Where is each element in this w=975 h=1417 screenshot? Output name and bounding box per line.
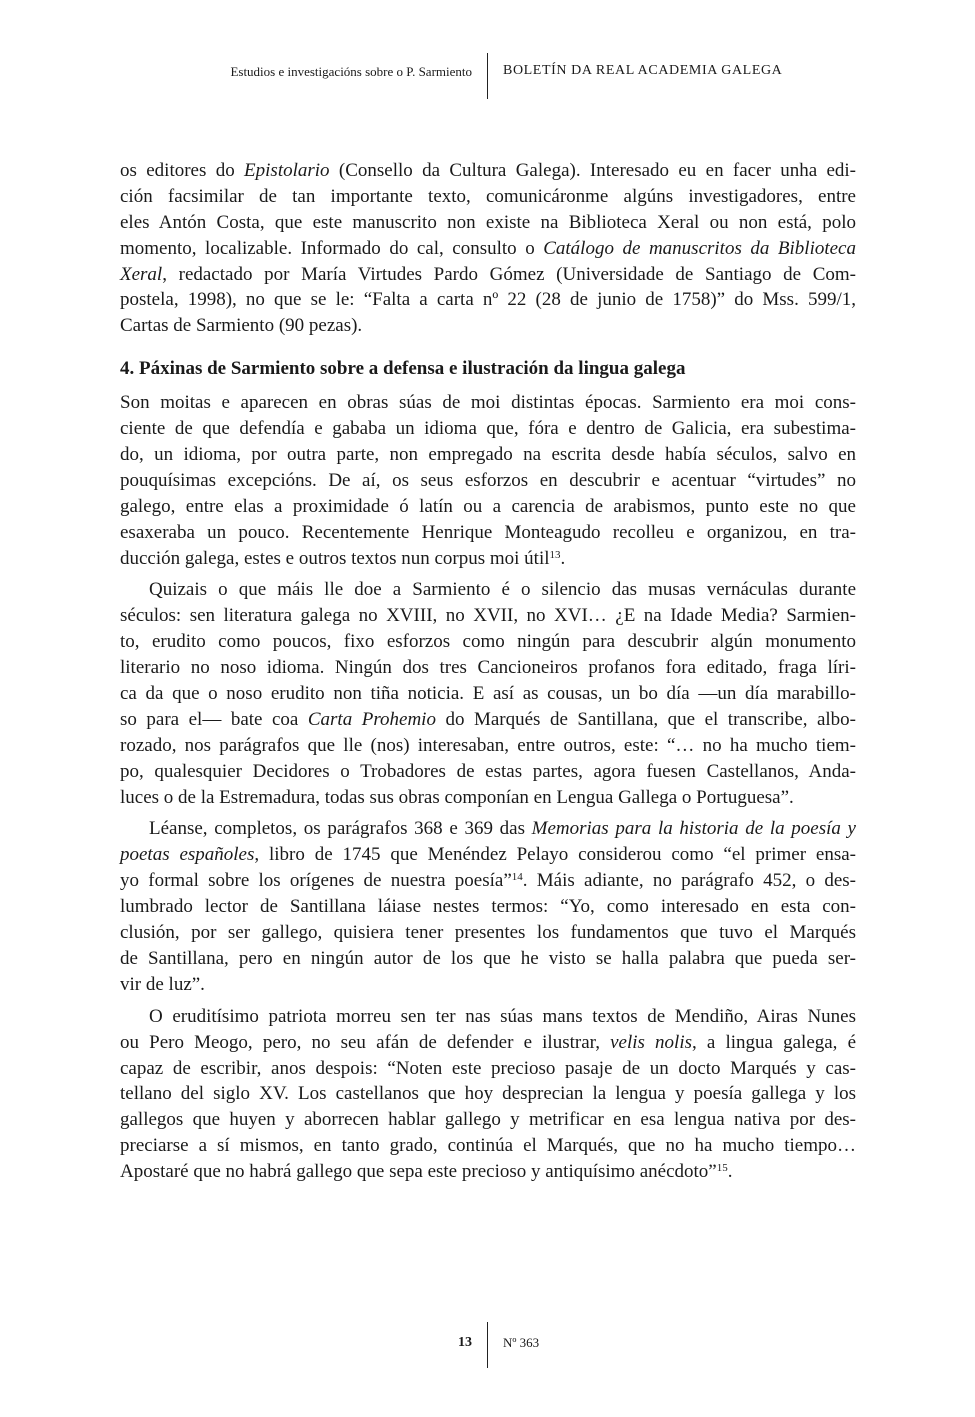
text-line: [120, 1159, 856, 1185]
text-segment: , redactado por María Virtudes Pardo Gómez (Universidade de Santiago de Com-: [162, 263, 856, 285]
italic-title: Epistolario: [244, 160, 330, 181]
header-divider: [487, 53, 488, 99]
text-line: [120, 785, 856, 811]
text-segment: postela, 1998), no que se le: “Falta a carta nº 22 (28 de junio de 1758)” do Mss. 599/1,: [120, 289, 856, 311]
footer-divider: [487, 1322, 488, 1368]
text-line: [120, 946, 856, 972]
text-segment: pouquísimas excepcións. De aí, os seus esforzos en descubrir e acentuar “virtudes” no: [120, 469, 856, 491]
text-line: [120, 603, 856, 629]
text-segment: rozado, nos parágrafos que lle (nos) interesaban, entre outros, este: “… no ha mucho tiem-: [120, 734, 856, 756]
text-line: [120, 158, 856, 184]
text-line: [120, 494, 856, 520]
text-segment: esaxeraba un pouco. Recentemente Henrique Monteagudo recolleu e organizou, en tra-: [120, 521, 856, 543]
text-segment: literario no noso idioma. Ningún dos tres Cancioneiros profanos fora editado, fraga líri-: [120, 657, 856, 679]
section-heading: 4. Páxinas de Sarmiento sobre a defensa e ilustración da lingua galega: [120, 358, 686, 380]
text-segment: vir de luz”.: [120, 973, 205, 995]
article-body: [120, 158, 856, 1185]
text-line: [120, 868, 856, 894]
text-segment: tellano del siglo XV. Los castellanos que hoy desprecian la lengua y poesía gallega y los: [120, 1083, 856, 1105]
text-line: [120, 1030, 856, 1056]
text-segment: eles Antón Costa, que este manuscrito non existe na Biblioteca Xeral ou non está, polo: [120, 211, 856, 233]
text-segment: .: [727, 1161, 733, 1183]
text-line: [120, 1081, 856, 1107]
running-header-journal: BOLETÍN DA REAL ACADEMIA GALEGA: [503, 63, 783, 78]
paragraph: [120, 390, 856, 571]
text-line: [120, 577, 856, 603]
italic-title: Carta Prohemio: [307, 708, 436, 730]
text-line: [120, 236, 856, 262]
italic-title: velis nolis: [610, 1031, 693, 1053]
paragraph: [120, 577, 856, 810]
paragraph: [120, 816, 856, 997]
text-line: [120, 707, 856, 733]
text-segment: Cartas de Sarmiento (90 pezas).: [120, 315, 363, 337]
text-line: [120, 655, 856, 681]
text-segment: ciente de que defendía e gababa un idioma que, fóra e dentro de Galicia, era subestima-: [120, 418, 856, 440]
text-line: [120, 920, 856, 946]
text-segment: , a lingua galega, é: [692, 1031, 857, 1053]
italic-title: Memorias para la historia de la poesía y: [531, 818, 856, 840]
text-segment: gallegos que huyen y aborrecen hablar gallego y metrificar en esa lengua nativa por des-: [120, 1109, 856, 1131]
footnote-reference[interactable]: 13: [549, 548, 561, 561]
text-segment: . Máis adiante, no parágrafo 452, o des-: [522, 870, 856, 892]
text-line: [120, 184, 856, 210]
text-line: [120, 442, 856, 468]
text-line: [120, 1107, 856, 1133]
text-segment: .: [560, 547, 566, 569]
text-segment: ducción galega, estes e outros textos nun corpus moi útil: [120, 547, 550, 569]
text-segment: ou Pero Meogo, pero, no seu afán de defender e ilustrar,: [120, 1031, 611, 1053]
text-segment: luces o de la Estremadura, todas sus obras componían en Lengua Gallega o Portuguesa”.: [120, 786, 794, 808]
text-segment: do, un idioma, por outra parte, non empregado na escrita desde había séculos, salvo en: [120, 444, 856, 466]
page-number: 13: [458, 1335, 472, 1350]
text-segment: de Santillana, pero en ningún autor de los que he visto se halla palabra que pueda ser-: [120, 947, 856, 969]
text-segment: ción facsimilar de tan importante texto, comunicáronme algúns investigadores, entre: [120, 185, 856, 207]
text-segment: clusión, por ser gallego, quisiera tener presentes los fundamentos que tuvo el Marqués: [120, 922, 856, 944]
text-line: [120, 546, 856, 572]
text-segment: , libro de 1745 que Menéndez Pelayo considerou como “el primer ensa-: [254, 844, 856, 866]
text-segment: momento, localizable. Informado do cal, consulto o: [120, 237, 544, 259]
italic-title: Catálogo de manuscritos da Biblioteca: [543, 237, 856, 259]
text-line: [120, 390, 856, 416]
text-line: [120, 210, 856, 236]
text-line: [120, 1056, 856, 1082]
text-line: [120, 972, 856, 998]
text-segment: Son moitas e aparecen en obras súas de moi distintas épocas. Sarmiento era moi cons-: [120, 392, 856, 414]
text-segment: (Consello da Cultura Galega). Interesado eu en facer unha edi-: [329, 160, 856, 181]
text-line: [120, 681, 856, 707]
text-segment: so para el— bate coa: [120, 708, 308, 730]
paragraph: [120, 1004, 856, 1185]
text-segment: Quizais o que máis lle doe a Sarmiento é o silencio das musas vernáculas durante: [149, 579, 856, 601]
text-line: [120, 313, 856, 339]
text-line: [120, 629, 856, 655]
paragraph: [120, 158, 856, 339]
issue-number: Nº 363: [503, 1335, 540, 1350]
italic-title: Xeral: [120, 263, 163, 285]
italic-title: poetas españoles: [120, 844, 255, 866]
running-header-section: Estudios e investigacións sobre o P. Sarmiento: [230, 64, 472, 79]
text-line: [120, 759, 856, 785]
text-segment: galego, entre elas a proximidade ó latín ou a carencia de arabismos, punto este no que: [120, 495, 856, 517]
text-line: [120, 262, 856, 288]
text-line: [120, 520, 856, 546]
text-line: [120, 287, 856, 313]
text-segment: do Marqués de Santillana, que el transcribe, albo-: [435, 708, 857, 730]
text-segment: séculos: sen literatura galega no XVIII, no XVII, no XVI… ¿E na Idade Media? Sarmien-: [120, 605, 856, 627]
footnote-reference[interactable]: 14: [511, 871, 523, 884]
footnote-reference[interactable]: 15: [716, 1162, 728, 1175]
text-segment: yo formal sobre los orígenes de nuestra poesía”: [120, 870, 512, 892]
text-line: [120, 1133, 856, 1159]
text-segment: lumbrado lector de Santillana láiase nestes termos: “Yo, como interesado en esta con-: [120, 896, 856, 918]
text-segment: Léanse, completos, os parágrafos 368 e 369 das: [149, 818, 532, 840]
text-segment: O eruditísimo patriota morreu sen ter nas súas mans textos de Mendiño, Airas Nunes: [149, 1005, 856, 1027]
text-segment: to, erudito como poucos, fixo esforzos como ningún para descubrir algún monumento: [120, 631, 856, 653]
text-segment: po, qualesquier Decidores o Trobadores de estas partes, agora fuesen Castellanos, Anda-: [120, 760, 856, 782]
text-segment: preciarse a sí mismos, en tanto grado, continúa el Marqués, que no ha mucho tiempo…: [120, 1135, 856, 1157]
text-line: [120, 468, 856, 494]
text-segment: ca da que o noso erudito non tiña noticia. E así as cousas, un bo día —un día marabillo-: [120, 683, 856, 705]
text-segment: capaz de escribir, anos despois: “Noten este precioso pasaje de un docto Marqués y cas-: [120, 1057, 856, 1079]
text-line: [120, 816, 856, 842]
text-line: [120, 733, 856, 759]
text-segment: Apostaré que no habrá gallego que sepa este precioso y antiquísimo anécdoto”: [120, 1161, 717, 1183]
text-line: [120, 1004, 856, 1030]
text-line: [120, 842, 856, 868]
text-segment: os editores do: [120, 160, 245, 181]
text-line: [120, 894, 856, 920]
text-line: [120, 416, 856, 442]
